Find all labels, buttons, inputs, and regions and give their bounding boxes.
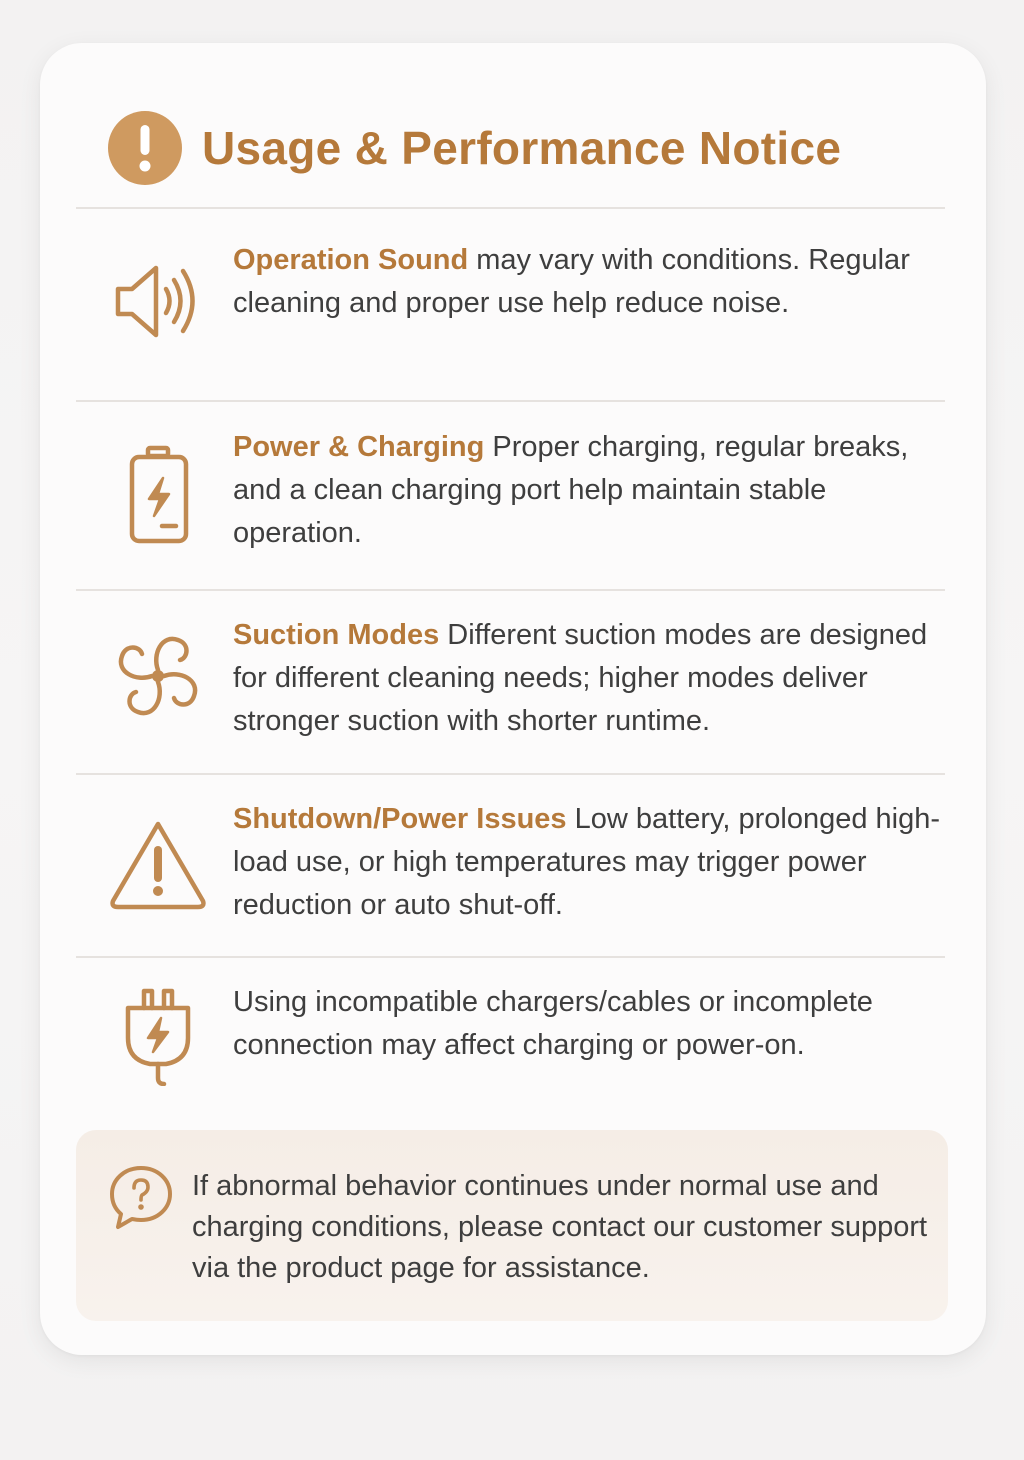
item-title: Suction Modes	[233, 619, 440, 651]
item-text	[233, 426, 948, 555]
item-text	[233, 614, 948, 743]
divider	[76, 589, 945, 591]
item-description: may vary with conditions. Regular cleaning and proper use help reduce noise.	[233, 244, 910, 319]
power-plug-icon	[108, 986, 208, 1086]
notice-card	[40, 43, 986, 1355]
fan-icon	[108, 626, 208, 726]
question-bubble-icon	[108, 1164, 174, 1230]
item-description: Using incompatible chargers/cables or incomplete connection may affect charging or power-on.	[233, 986, 873, 1061]
item-text	[233, 981, 948, 1067]
item-title: Operation Sound	[233, 244, 469, 276]
warning-triangle-icon	[108, 816, 208, 916]
divider	[76, 207, 945, 209]
divider	[76, 400, 945, 402]
item-description: Low battery, prolonged high-load use, or high temperatures may trigger power reduction or auto shut-off.	[233, 803, 941, 921]
item-text	[233, 239, 948, 325]
speaker-icon	[108, 251, 208, 351]
exclamation-circle-icon	[108, 111, 182, 185]
item-text	[233, 798, 948, 927]
item-description: Proper charging, regular breaks, and a clean charging port help maintain stable operation.	[233, 431, 909, 549]
support-text: If abnormal behavior continues under normal use and charging conditions, please contact our customer support via the product page for assistance.	[192, 1170, 928, 1284]
support-note	[76, 1130, 948, 1321]
notice-title: Usage & Performance Notice	[202, 122, 842, 174]
divider	[76, 956, 945, 958]
divider	[76, 773, 945, 775]
item-description: Different suction modes are designed for different cleaning needs; higher modes deliver stronger suction with shorter runtime.	[233, 619, 928, 737]
item-title: Shutdown/Power Issues	[233, 803, 567, 835]
item-title: Power & Charging	[233, 431, 485, 463]
notice-header	[108, 111, 841, 185]
battery-charging-icon	[108, 444, 208, 544]
